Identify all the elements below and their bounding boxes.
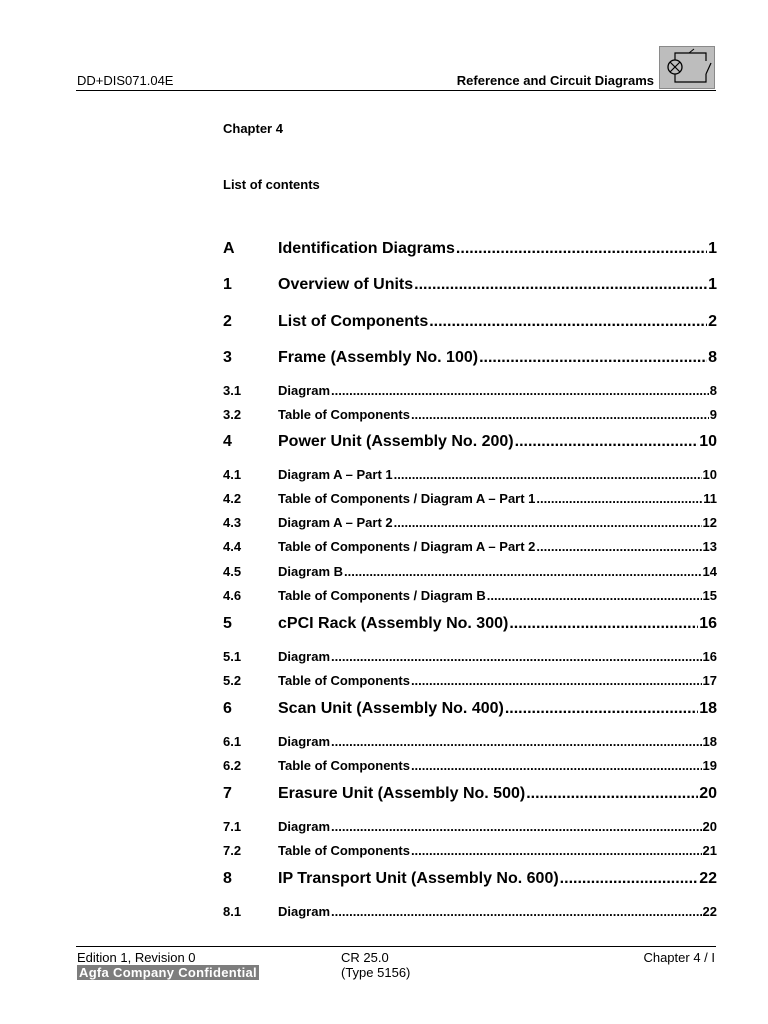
toc-leader xyxy=(411,758,702,773)
chapter-heading: Chapter 4 xyxy=(223,121,283,136)
toc-entry[interactable] xyxy=(223,515,717,530)
toc-title: Table of Components xyxy=(278,407,410,422)
toc-title: Table of Components xyxy=(278,673,410,688)
toc-entry[interactable] xyxy=(223,539,717,554)
toc-entry[interactable] xyxy=(223,240,717,258)
confidential-label: Agfa Company Confidential xyxy=(79,965,257,980)
toc-page: 2 xyxy=(708,313,717,330)
toc-page: 22 xyxy=(702,904,717,919)
toc-title: Frame (Assembly No. 100) xyxy=(278,349,479,366)
toc-leader xyxy=(331,904,702,919)
toc-title: Diagram A – Part 1 xyxy=(278,467,393,482)
toc-number: 8.1 xyxy=(223,904,242,919)
toc-page: 19 xyxy=(702,758,717,773)
edition-text: Edition 1, Revision 0 xyxy=(77,950,196,965)
toc-number: 6.2 xyxy=(223,758,242,773)
toc-page: 20 xyxy=(702,819,717,834)
toc-title: Scan Unit (Assembly No. 400) xyxy=(278,700,504,717)
toc-leader xyxy=(560,870,699,888)
toc-page: 13 xyxy=(702,539,717,554)
toc-page: 1 xyxy=(708,276,717,293)
footer-divider xyxy=(76,946,716,947)
toc-page: 17 xyxy=(702,673,717,688)
toc-title: cPCI Rack (Assembly No. 300) xyxy=(278,615,509,632)
toc-title: Table of Components / Diagram A – Part 1 xyxy=(278,491,536,506)
document-id: DD+DIS071.04E xyxy=(77,73,174,88)
toc-leader xyxy=(515,433,699,451)
toc-page: 1 xyxy=(708,240,717,257)
toc-number: 5.2 xyxy=(223,673,242,688)
toc-number: 4.6 xyxy=(223,588,242,603)
toc-page: 18 xyxy=(699,700,717,717)
toc-number: 4.4 xyxy=(223,539,242,554)
toc-entry[interactable] xyxy=(223,467,717,482)
list-of-contents-heading: List of contents xyxy=(223,177,320,192)
toc-leader xyxy=(411,673,702,688)
toc-title: Table of Components / Diagram A – Part 2 xyxy=(278,539,536,554)
toc-page: 12 xyxy=(702,515,717,530)
toc-entry[interactable] xyxy=(223,588,717,603)
toc-leader xyxy=(487,588,702,603)
toc-number: 4.1 xyxy=(223,467,242,482)
toc-number: 3 xyxy=(223,349,232,366)
toc-number: 1 xyxy=(223,276,232,293)
toc-number: 4.5 xyxy=(223,564,242,579)
toc-title: Diagram xyxy=(278,649,331,664)
toc-number: 2 xyxy=(223,313,232,330)
toc-title: Diagram B xyxy=(278,564,344,579)
toc-number: 6 xyxy=(223,700,232,717)
toc-entry[interactable] xyxy=(223,649,717,664)
toc-title: Erasure Unit (Assembly No. 500) xyxy=(278,785,526,802)
toc-page: 21 xyxy=(702,843,717,858)
toc-leader xyxy=(331,649,702,664)
cr-version: CR 25.0 xyxy=(341,950,389,965)
toc-leader xyxy=(429,313,707,331)
toc-leader xyxy=(331,819,702,834)
toc-entry[interactable] xyxy=(223,433,717,451)
header-divider xyxy=(76,90,716,91)
toc-entry[interactable] xyxy=(223,785,717,803)
toc-number: 6.1 xyxy=(223,734,242,749)
toc-entry[interactable] xyxy=(223,819,717,834)
toc-title: Diagram A – Part 2 xyxy=(278,515,393,530)
toc-page: 14 xyxy=(702,564,717,579)
toc-leader xyxy=(331,734,702,749)
toc-entry[interactable] xyxy=(223,383,717,398)
toc-number: 7 xyxy=(223,785,232,802)
toc-number: 8 xyxy=(223,870,232,887)
chapter-page-number: Chapter 4 / I xyxy=(643,950,715,965)
toc-number: 3.1 xyxy=(223,383,242,398)
toc-page: 20 xyxy=(699,785,717,802)
toc-number: 4 xyxy=(223,433,232,450)
toc-number: A xyxy=(223,240,235,257)
toc-page: 22 xyxy=(699,870,717,887)
toc-leader xyxy=(344,564,702,579)
toc-entry[interactable] xyxy=(223,870,717,888)
toc-leader xyxy=(331,383,709,398)
toc-number: 3.2 xyxy=(223,407,242,422)
toc-entry[interactable] xyxy=(223,564,717,579)
toc-title: Table of Components / Diagram B xyxy=(278,588,486,603)
toc-leader xyxy=(411,407,709,422)
toc-leader xyxy=(526,785,698,803)
toc-number: 4.2 xyxy=(223,491,242,506)
toc-number: 4.3 xyxy=(223,515,242,530)
toc-entry[interactable] xyxy=(223,904,717,919)
toc-number: 5 xyxy=(223,615,232,632)
toc-page: 8 xyxy=(709,383,717,398)
toc-entry[interactable] xyxy=(223,758,717,773)
toc-title: Identification Diagrams xyxy=(278,240,455,257)
toc-page: 8 xyxy=(708,349,717,366)
toc-entry[interactable] xyxy=(223,349,717,367)
toc-title: Overview of Units xyxy=(278,276,414,293)
toc-title: Diagram xyxy=(278,904,331,919)
toc-entry[interactable] xyxy=(223,673,717,688)
toc-leader xyxy=(394,467,702,482)
toc-number: 5.1 xyxy=(223,649,242,664)
toc-leader xyxy=(505,700,698,718)
toc-page: 9 xyxy=(709,407,717,422)
toc-leader xyxy=(456,240,707,258)
toc-leader xyxy=(479,349,707,367)
toc-number: 7.2 xyxy=(223,843,242,858)
toc-entry[interactable] xyxy=(223,615,717,633)
toc-leader xyxy=(509,615,698,633)
toc-page: 10 xyxy=(699,433,717,450)
toc-page: 16 xyxy=(702,649,717,664)
toc-title: Table of Components xyxy=(278,843,410,858)
toc-page: 11 xyxy=(703,491,717,506)
toc-leader xyxy=(536,539,701,554)
toc-entry[interactable] xyxy=(223,407,717,422)
toc-leader xyxy=(411,843,702,858)
toc-title: Power Unit (Assembly No. 200) xyxy=(278,433,514,450)
toc-entry[interactable] xyxy=(223,313,717,331)
toc-entry[interactable] xyxy=(223,734,717,749)
toc-page: 10 xyxy=(702,467,717,482)
toc-page: 16 xyxy=(699,615,717,632)
toc-title: IP Transport Unit (Assembly No. 600) xyxy=(278,870,559,887)
toc-title: Diagram xyxy=(278,734,331,749)
toc-title: Table of Components xyxy=(278,758,410,773)
toc-title: Diagram xyxy=(278,383,331,398)
toc-page: 18 xyxy=(702,734,717,749)
circuit-diagram-logo-icon xyxy=(659,46,715,89)
toc-number: 7.1 xyxy=(223,819,242,834)
toc-title: List of Components xyxy=(278,313,429,330)
toc-title: Diagram xyxy=(278,819,331,834)
toc-leader xyxy=(414,276,707,294)
toc-leader xyxy=(394,515,702,530)
toc-entry[interactable] xyxy=(223,843,717,858)
toc-leader xyxy=(536,491,702,506)
type-number: (Type 5156) xyxy=(341,965,411,980)
document-title: Reference and Circuit Diagrams xyxy=(456,73,654,88)
toc-page: 15 xyxy=(702,588,717,603)
toc-entry[interactable] xyxy=(223,276,717,294)
toc-entry[interactable] xyxy=(223,700,717,718)
toc-entry[interactable] xyxy=(223,491,717,506)
